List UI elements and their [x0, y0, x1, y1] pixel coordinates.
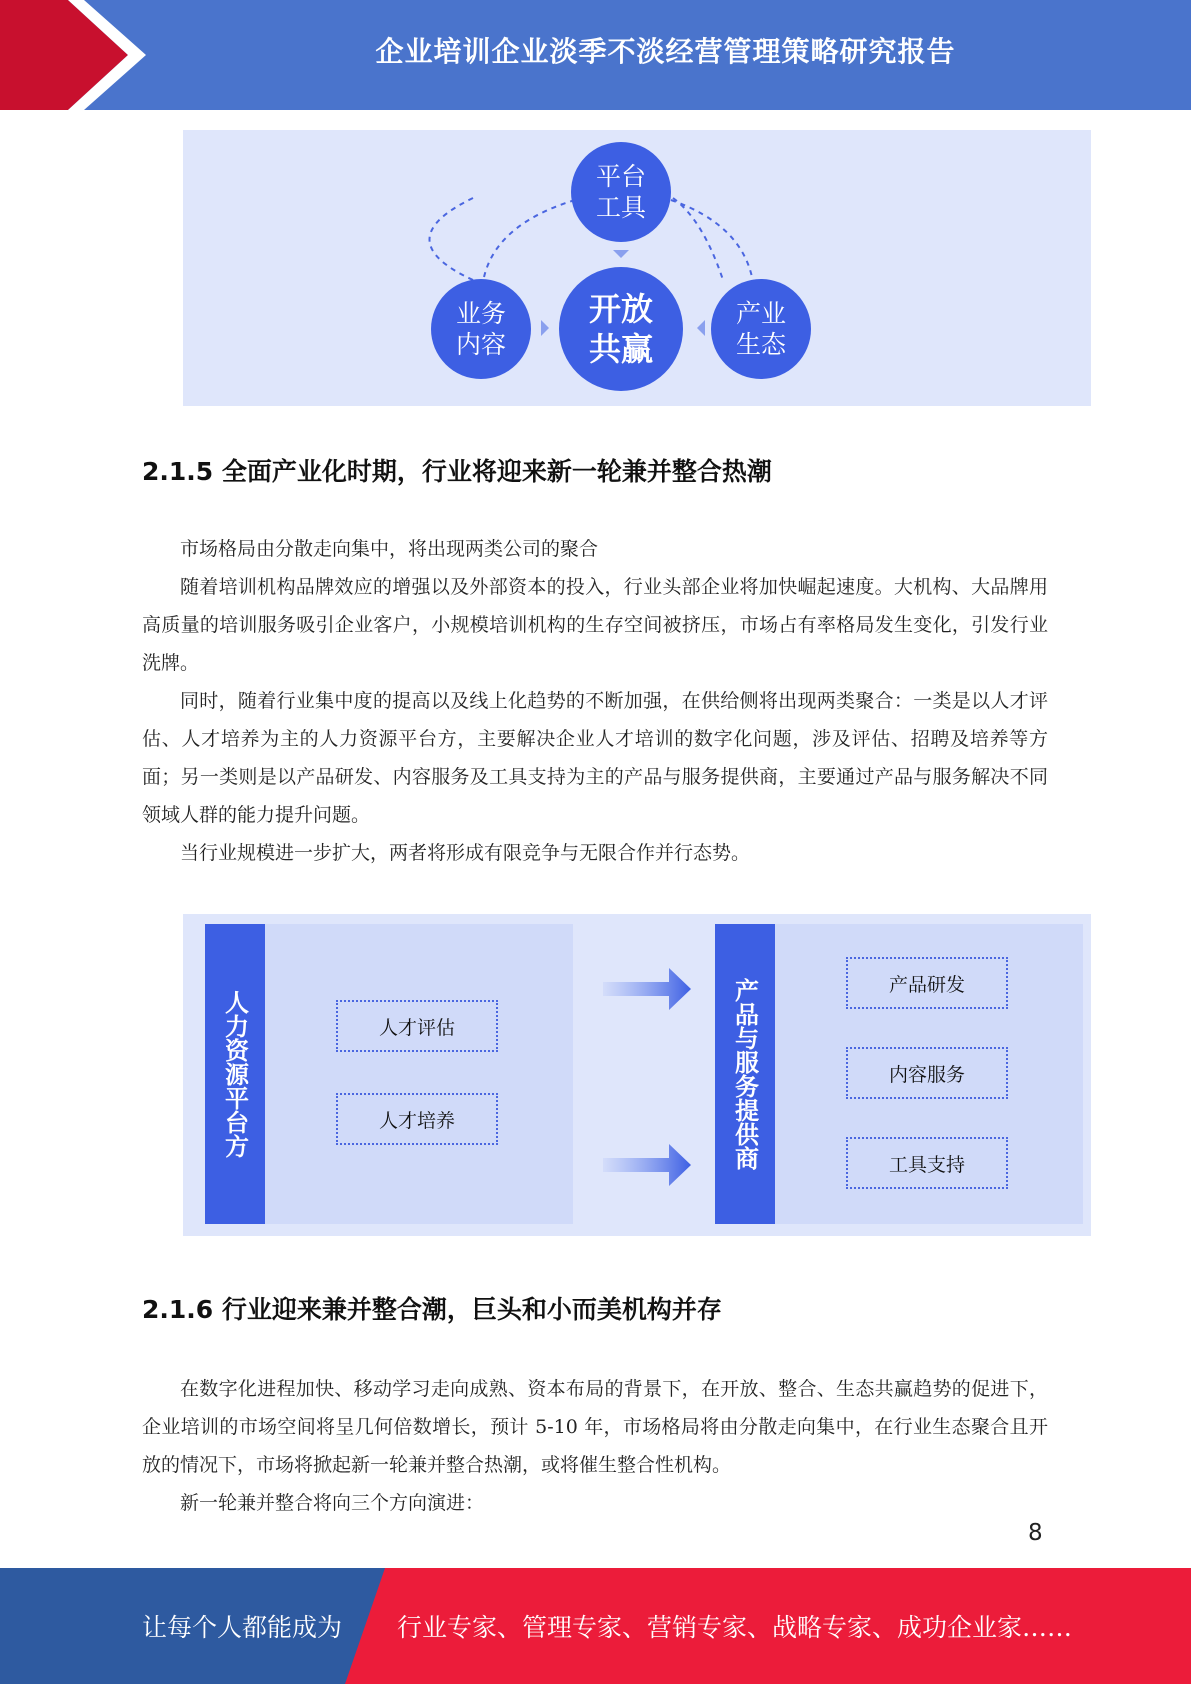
product-rd-box: 产品研发: [846, 957, 1008, 1009]
open-win-diagram: [183, 130, 1091, 406]
right-arrow-icon: [603, 1140, 693, 1190]
talent-assessment-box: 人才评估: [336, 1000, 498, 1052]
hr-platform-title: 人力资源平台方: [205, 924, 265, 1224]
open-win-label: 开放 共赢: [588, 290, 653, 368]
content-service-box: 内容服务: [846, 1047, 1008, 1099]
page-header: [0, 0, 1191, 110]
business-content-label: 业务 内容: [455, 299, 506, 359]
paragraph: 随着培训机构品牌效应的增强以及外部资本的投入，行业头部企业将加快崛起速度。大机构、大品牌用高质量的培训服务吸引企业客户，小规模培训机构的生存空间被挤压，市场占有率格局发生变化，引发行业洗牌。: [142, 576, 1048, 674]
paragraph: 在数字化进程加快、移动学习走向成熟、资本布局的背景下，在开放、整合、生态共赢趋势的促进下，企业培训的市场空间将呈几何倍数增长，预计 5-10 年，市场格局将由分散走向集中，在行业生态聚合且开放的情况下，市场将掀起新一轮兼并整合热潮，或将催生整合性机构。: [142, 1378, 1048, 1476]
industry-ecology-label: 产业 生态: [735, 299, 786, 359]
right-arrow-icon: [603, 964, 693, 1014]
page-number: 8: [1028, 1520, 1043, 1546]
header-chevron-icon: [0, 0, 160, 110]
footer-slogan-right: 行业专家、管理专家、营销专家、战略专家、成功企业家……: [397, 1613, 1073, 1642]
paragraph: 同时，随着行业集中度的提高以及线上化趋势的不断加强，在供给侧将出现两类聚合：一类是以人才评估、人才培养为主的人力资源平台方，主要解决企业人才培训的数字化问题，涉及评估、招聘及培养等方面；另一类则是以产品研发、内容服务及工具支持为主的产品与服务提供商，主要通过产品与服务解决不同领域人群的能力提升问题。: [142, 690, 1048, 826]
paragraph: 当行业规模进一步扩大，两者将形成有限竞争与无限合作并行态势。: [180, 842, 751, 864]
page-footer: [0, 1568, 1191, 1684]
paragraph: 市场格局由分散走向集中，将出现两类公司的聚合: [180, 538, 599, 560]
platform-tools-label: 平台 工具: [595, 162, 646, 222]
paragraph: 新一轮兼并整合将向三个方向演进：: [180, 1492, 485, 1514]
report-title: 企业培训企业淡季不淡经营管理策略研究报告: [375, 35, 956, 68]
supply-side-diagram: [183, 914, 1091, 1236]
footer-slogan-left: 让每个人都能成为: [142, 1613, 343, 1642]
section-heading-2-1-6: 2.1.6 行业迎来兼并整合潮，巨头和小而美机构并存: [142, 1295, 722, 1324]
tool-support-box: 工具支持: [846, 1137, 1008, 1189]
product-service-title: 产品与服务提供商: [715, 924, 775, 1224]
section-heading-2-1-5: 2.1.5 全面产业化时期，行业将迎来新一轮兼并整合热潮: [142, 457, 772, 486]
talent-training-box: 人才培养: [336, 1093, 498, 1145]
